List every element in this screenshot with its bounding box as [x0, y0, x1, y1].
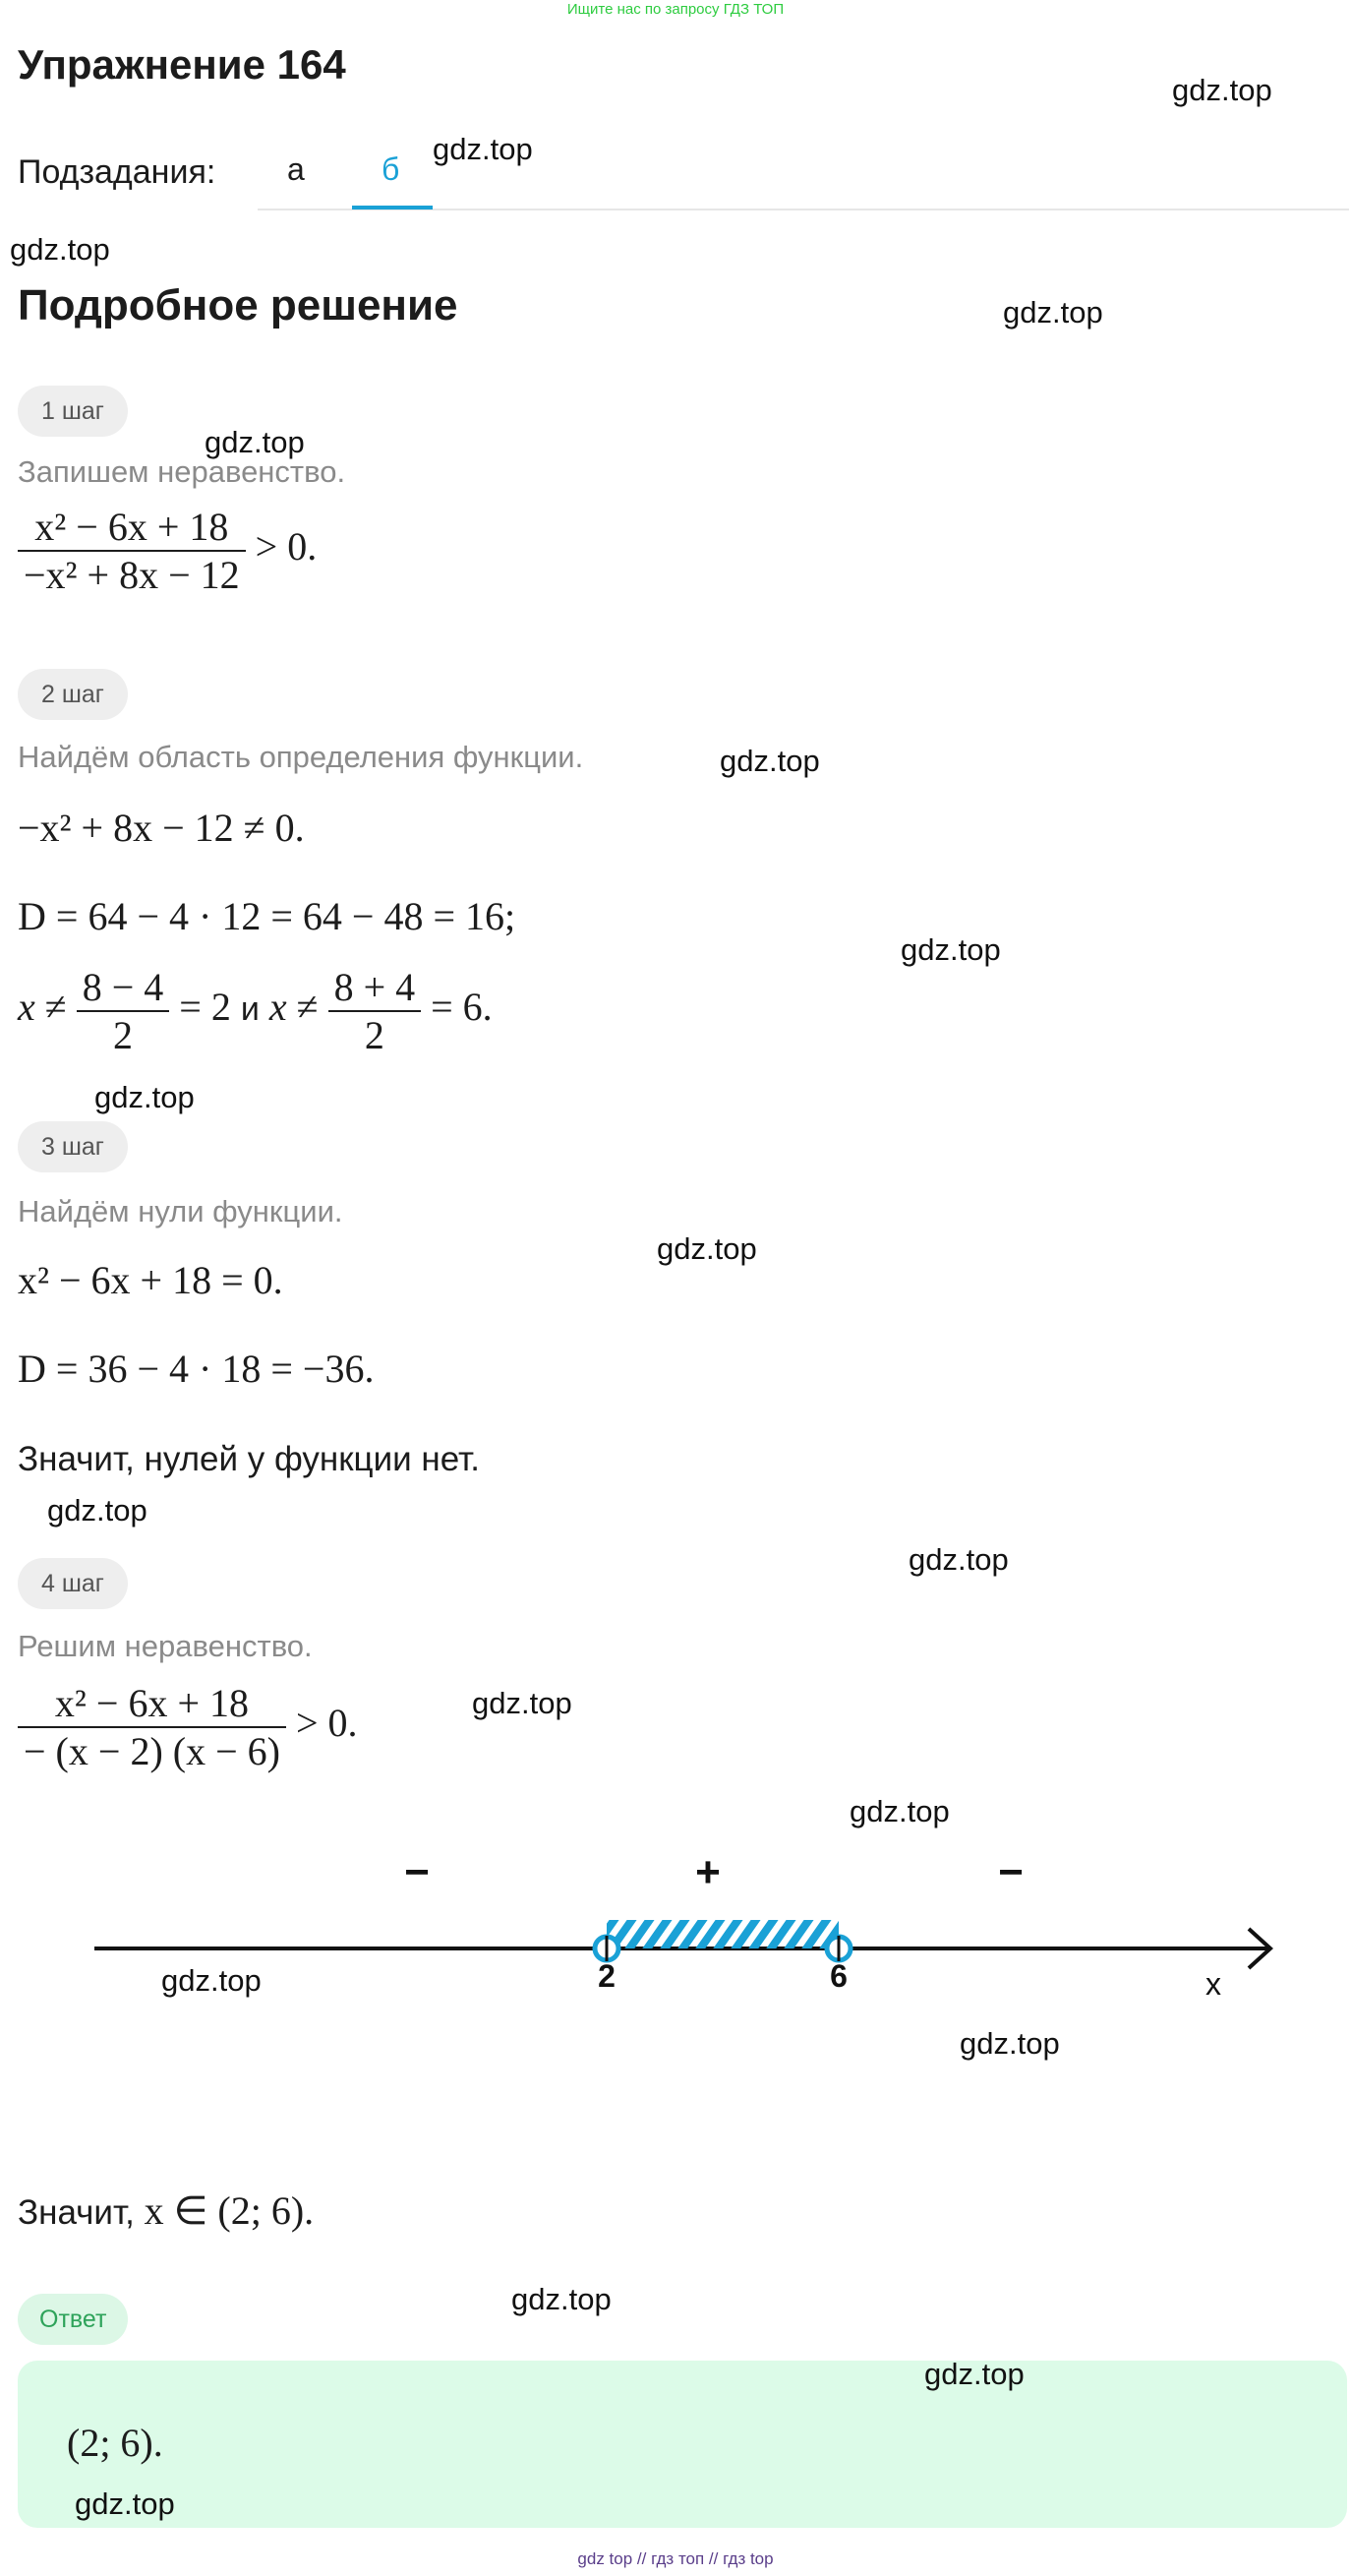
active-tab-indicator: [352, 206, 433, 210]
tab-a[interactable]: а: [287, 151, 305, 187]
step-2-hint: Найдём область определения функции.: [18, 740, 584, 774]
answer-box: [18, 2361, 1347, 2528]
watermark: gdz.top: [161, 1963, 262, 1998]
subtasks-label: Подзадания:: [18, 153, 216, 191]
watermark: gdz.top: [720, 744, 820, 778]
root-1-numerator: 8 − 4: [82, 965, 164, 1009]
fraction-denominator: − (x − 2) (x − 6): [18, 1726, 286, 1774]
top-banner[interactable]: Ищите нас по запросу ГДЗ ТОП: [566, 1, 785, 18]
watermark: gdz.top: [433, 132, 533, 166]
root-2-result: = 6.: [431, 985, 493, 1030]
step-3-hint: Найдём нули функции.: [18, 1194, 343, 1228]
inequality-rhs: > 0.: [255, 524, 318, 569]
step-2-discriminant: D = 64 − 4 · 12 = 64 − 48 = 16;: [18, 894, 516, 938]
sign-middle: +: [695, 1848, 721, 1896]
step-1-hint: Запишем неравенство.: [18, 454, 346, 489]
root-1-denominator: 2: [77, 1010, 170, 1058]
watermark: gdz.top: [657, 1231, 757, 1266]
inequality-rhs: > 0.: [295, 1701, 358, 1746]
step-2-badge: 2 шаг: [18, 669, 128, 720]
conclusion-formula: x ∈ (2; 6).: [144, 2188, 315, 2233]
step-3-discriminant: D = 36 − 4 · 18 = −36.: [18, 1347, 375, 1391]
watermark: gdz.top: [850, 1794, 950, 1828]
point-label-2: 2: [598, 1958, 616, 1994]
root-2-numerator: 8 + 4: [333, 965, 416, 1009]
step-4-inequality: [18, 1680, 358, 1774]
fraction-numerator: x² − 6x + 18: [34, 505, 229, 549]
watermark: gdz.top: [909, 1542, 1009, 1577]
conclusion: [18, 2187, 314, 2234]
answer-value: (2; 6).: [67, 2421, 163, 2465]
watermark: gdz.top: [472, 1686, 572, 1720]
footer: gdz top // гдз топ // гдз top: [577, 2549, 774, 2568]
watermark: gdz.top: [205, 425, 305, 459]
watermark: gdz.top: [511, 2282, 612, 2316]
tab-b[interactable]: б: [382, 151, 400, 187]
step-4-hint: Решим неравенство.: [18, 1629, 313, 1663]
step-1-badge: 1 шаг: [18, 386, 128, 437]
watermark: gdz.top: [75, 2486, 175, 2521]
watermark: gdz.top: [94, 1080, 195, 1114]
step-3-badge: 3 шаг: [18, 1121, 128, 1172]
fraction-denominator: −x² + 8x − 12: [18, 550, 246, 598]
section-title: Подробное решение: [18, 281, 458, 329]
step-3-equation: x² − 6x + 18 = 0.: [18, 1258, 283, 1302]
watermark: gdz.top: [1003, 295, 1103, 329]
no-zeros-text: Значит, нулей у функции нет.: [18, 1440, 480, 1478]
answer-badge: Ответ: [18, 2294, 128, 2345]
watermark: gdz.top: [10, 232, 110, 267]
watermark: gdz.top: [47, 1493, 147, 1528]
page-title: Упражнение 164: [18, 41, 346, 88]
watermark: gdz.top: [924, 2357, 1025, 2391]
root-2-denominator: 2: [328, 1010, 422, 1058]
conclusion-prefix: Значит,: [18, 2193, 135, 2232]
shaded-interval: [607, 1920, 839, 1948]
step-1-inequality: [18, 504, 317, 598]
step-2-roots: x ≠ $\frac{8 - 4}{2}$ = 2 и x ≠ $\frac{8 + 4}{2}$ = 6.: [18, 965, 493, 1057]
sign-left: −: [404, 1848, 430, 1896]
watermark: gdz.top: [1172, 73, 1272, 107]
and-word: и: [240, 990, 260, 1029]
axis-label: x: [1205, 1966, 1221, 2002]
point-label-6: 6: [830, 1958, 848, 1994]
watermark: gdz.top: [901, 932, 1001, 967]
fraction-numerator: x² − 6x + 18: [54, 1681, 250, 1725]
root-1-result: = 2: [179, 985, 231, 1030]
step-2-domain-condition: −x² + 8x − 12 ≠ 0.: [18, 806, 305, 850]
step-4-badge: 4 шаг: [18, 1558, 128, 1609]
sign-right: −: [998, 1848, 1024, 1896]
watermark: gdz.top: [960, 2026, 1060, 2061]
